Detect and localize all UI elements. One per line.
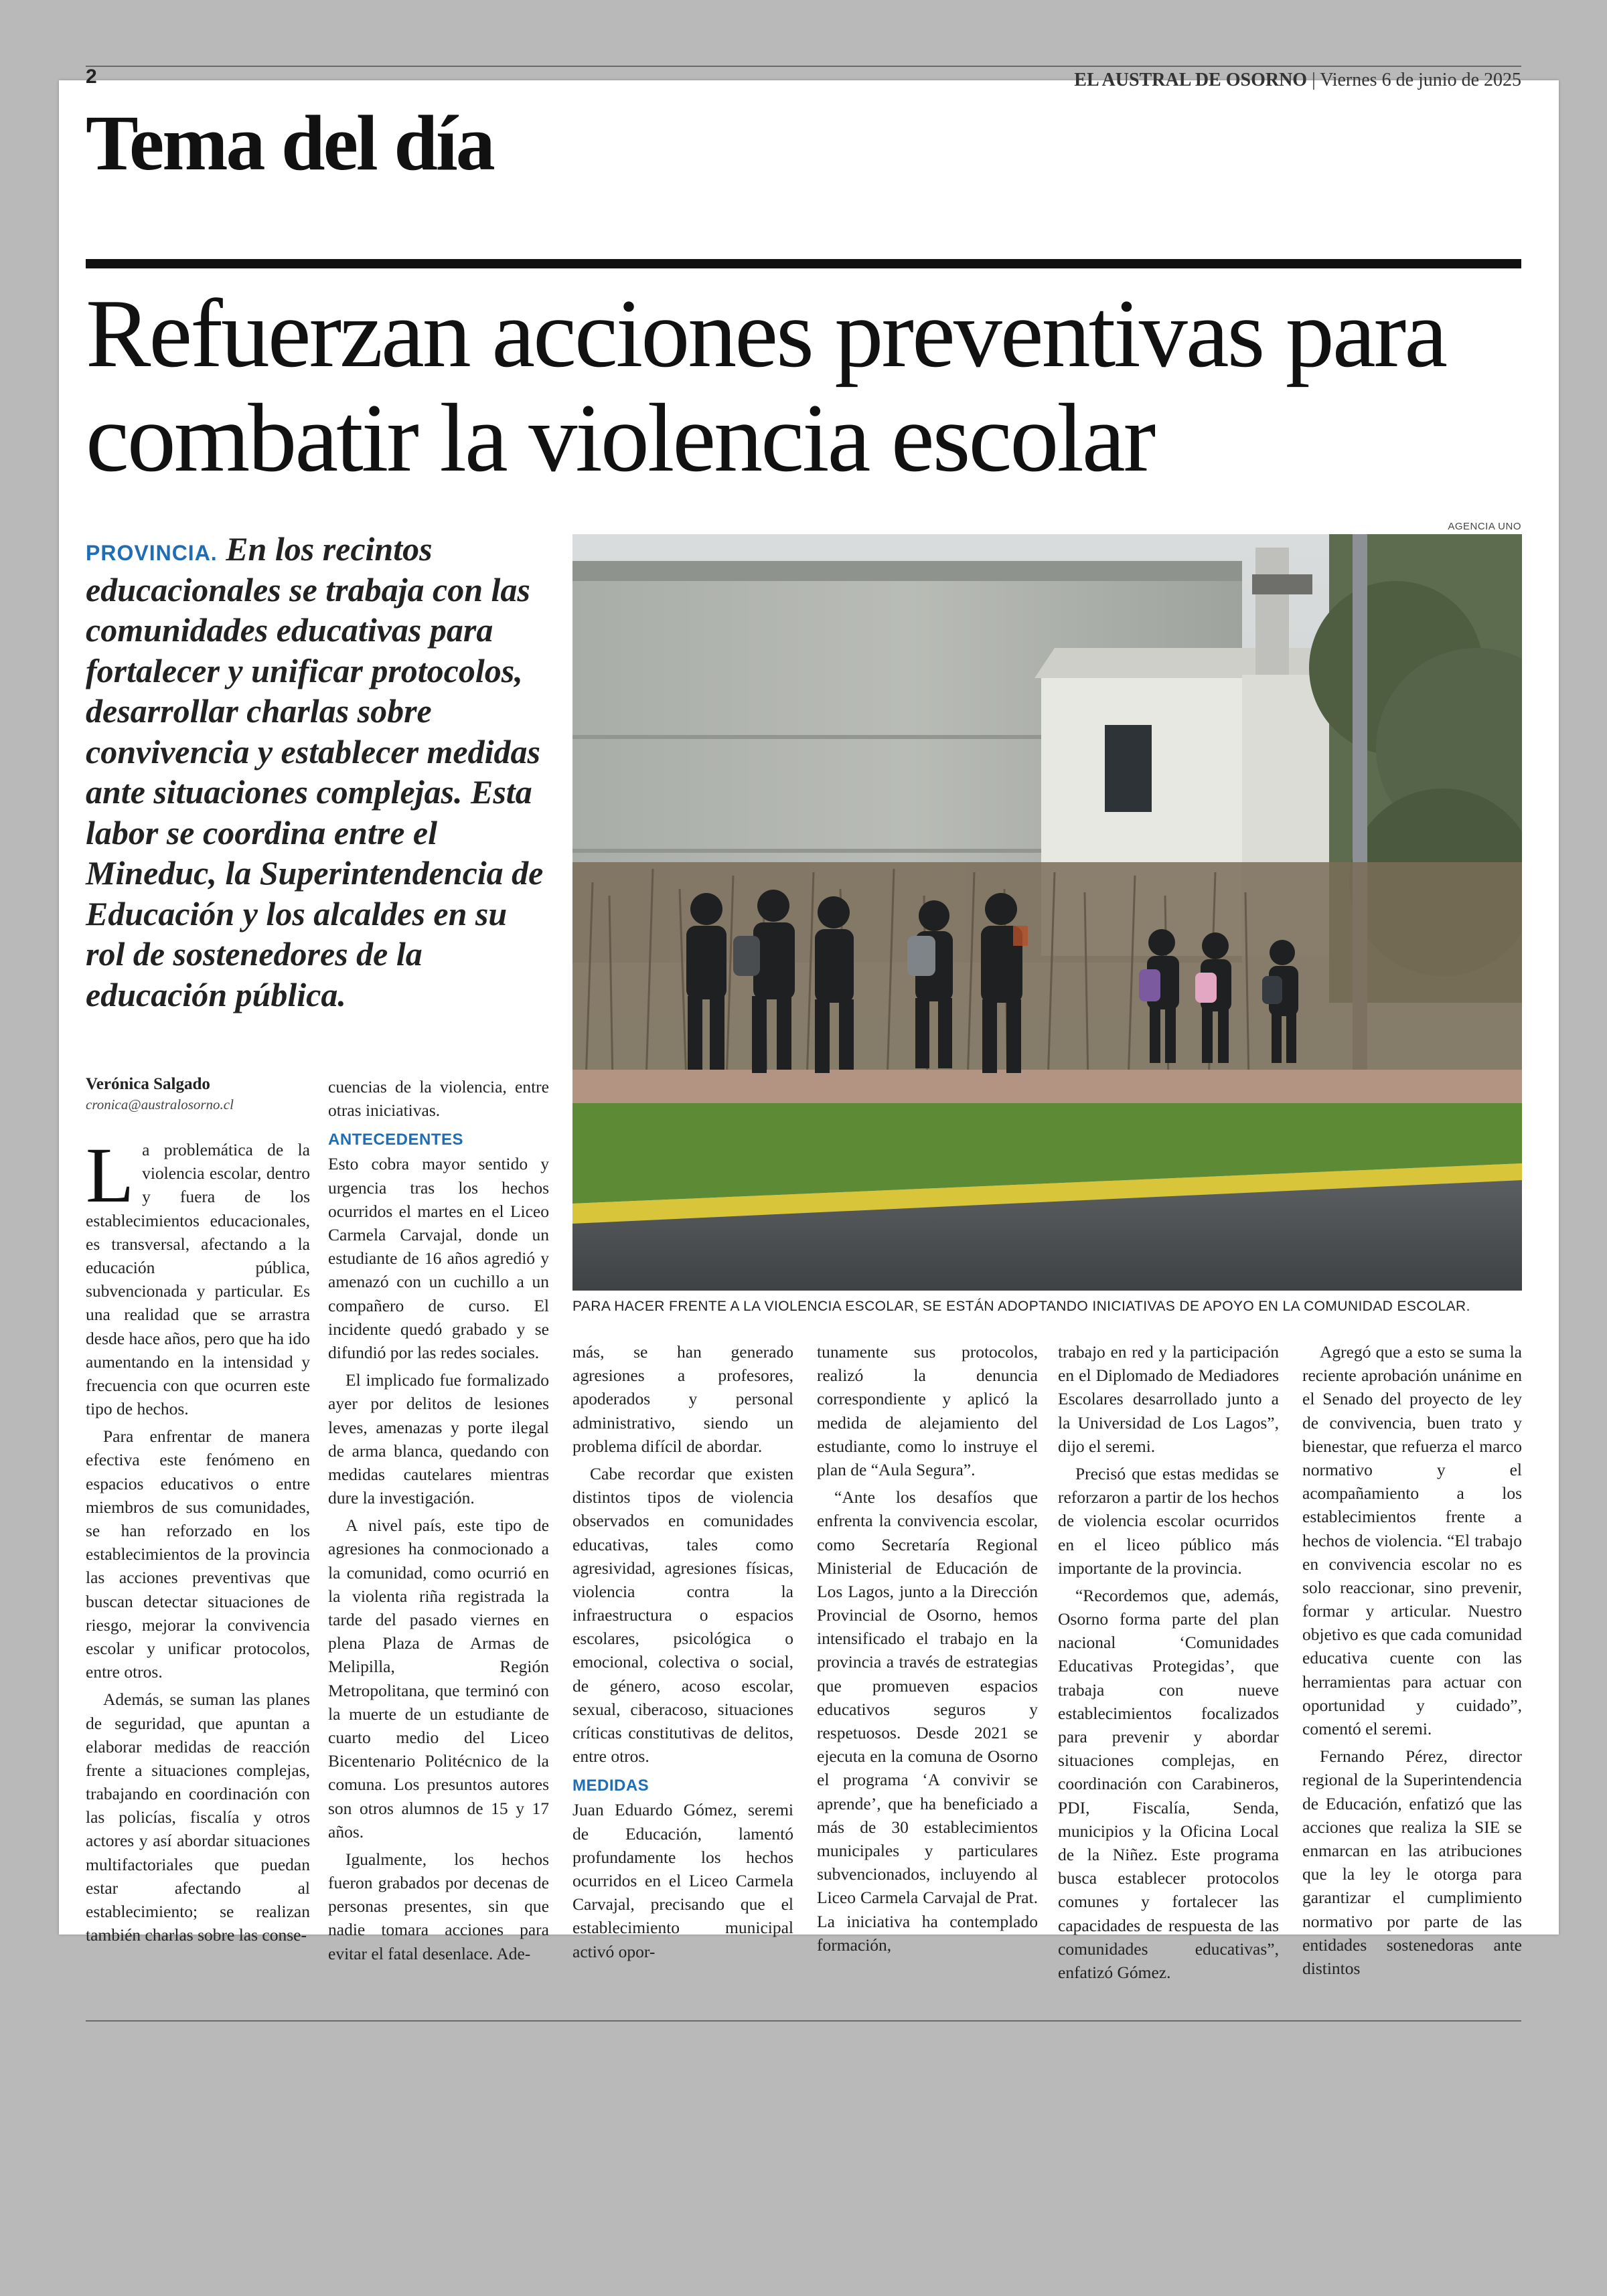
article-column-5 [1058,1340,1279,1988]
article-column-2 [328,1075,549,1969]
photo-credit: AGENCIA UNO [1448,521,1521,532]
top-rule [86,66,1521,67]
paragraph: Precisó que estas medidas se reforzaron a partir de los hechos de violencia escolar ocurridos en el liceo público más importante de la provincia. [1058,1463,1279,1578]
author-email: cronica@australosorno.cl [86,1096,234,1113]
paragraph: Cabe recordar que existen distintos tipos de violencia observados en comunidades educativas, tales como agresividad, agresiones físicas, violencia contra la infraestructura o espacios escolares, psicológica o emocional, colectiva o social, de género, acoso escolar, sexual, ciberacoso, situaciones críticas constitutivas de delitos, entre otros. [572,1463,793,1767]
paragraph: tunamente sus protocolos, realizó la denuncia correspondiente y aplicó la medida de alejamiento del estudiante, como lo instruye el plan de “Aula Segura”. [817,1342,1038,1479]
paragraph: “Ante los desafíos que enfrenta la convivencia escolar, como Secretaría Regional Ministerial de Educación de Los Lagos, junto a la Dirección Provincial de Osorno, hemos intensificado el trabajo en la provincia a través de estrategias que promueven espacios educativos seguros y respetuosos. Desde 2021 se ejecuta en la comuna de Osorno el programa ‘A convivir se aprende’, que ha beneficiado a más de 30 establecimientos municipales y particulares subvencionados, incluyendo al Liceo Carmela Carvajal de Prat. La iniciativa ha contemplado formación, [817,1487,1038,1955]
page-number: 2 [86,66,97,88]
paragraph: Fernando Pérez, director regional de la Superintendencia de Educación, enfatizó que las acciones que realiza la SIE se enmarcan en las atribuciones que la ley le otorga para garantizar el cumplimiento normativo por parte de las entidades sostenedoras ante distintos [1302,1746,1522,1978]
paragraph: Para enfrentar de manera efectiva este fenómeno en espacios educativos o entre miembros de sus comunidades, se han reforzado en los establecimientos de la provincia las acciones preventivas que buscan detectar situaciones de riesgo, mejorar la convivencia escolar y unificar protocolos, entre otros. [86,1426,310,1682]
article-column-3 [572,1340,793,1967]
masthead-separator: | [1312,70,1320,90]
paragraph: “Recordemos que, además, Osorno forma parte del plan nacional ‘Comunidades Educativas Protegidas’, que trabaja con nueve establecimientos focalizados para prevenir y abordar situaciones complejas, en coordinación con Carabineros, PDI, Fiscalía, Senda, municipios y la Oficina Local de la Niñez. Este programa busca establecer protocolos comunes y fortalecer las capacidades de respuesta de las comunidades educativas”, enfatizó Gómez. [1058,1585,1279,1982]
section-title: Tema del día [86,99,493,187]
article-photo [572,534,1522,1291]
bottom-rule [86,2020,1521,2022]
photo-caption: PARA HACER FRENTE A LA VIOLENCIA ESCOLAR, SE ESTÁN ADOPTANDO INICIATIVAS DE APOYO EN LA COMUNIDAD ESCOLAR. [572,1299,1470,1314]
article-lead [86,529,554,1015]
author-name: Verónica Salgado [86,1075,210,1093]
paragraph: Igualmente, los hechos fueron grabados por decenas de personas presentes, sin que nadie tomara acciones para evitar el fatal desenlace. Ade- [328,1849,549,1963]
paragraph: más, se han generado agresiones a profesores, apoderados y personal administrativo, siendo un problema difícil de abordar. [572,1342,793,1456]
paragraph: Además, se suman las planes de seguridad, que apuntan a elaborar medidas de reacción frente a situaciones complejas, trabajando en coordinación con las policías, fiscalía y otros actores y así abordar situaciones multifactoriales que puedan estar afectando al establecimiento; se realizan también charlas sobre las conse- [86,1690,310,1945]
paragraph: trabajo en red y la participación en el Diplomado de Mediadores Escolares desarrollado junto a la Universidad de Los Lagos”, dijo el seremi. [1058,1342,1279,1456]
masthead [1074,70,1521,91]
paragraph: cuencias de la violencia, entre otras iniciativas. [328,1077,549,1121]
byline [86,1075,310,1113]
paragraph: Agregó que a esto se suma la reciente aprobación unánime en el Senado del proyecto de ley de convivencia, buen trato y bienestar, que refuerza el marco normativo y el acompañamiento a los establecimientos frente a hechos de violencia. “El trabajo en convivencia escolar no es solo reaccionar, sino prevenir, formar y articular. Nuestro objetivo es que cada comunidad educativa cuente con las herramientas para actuar con oportunidad y cuidado”, comentó el seremi. [1302,1342,1522,1738]
lead-text: En los recintos educacionales se trabaja con las comunidades educativas para fortalecer y unificar protocolos, desarrollar charlas sobre convivencia y establecer medidas ante situaciones complejas. Esta labor se coordina entre el Mineduc, la Superintendencia de Educación y los alcaldes en su rol de sostenedores de la educación pública. [86,530,544,1013]
paragraph [86,1131,310,1420]
article-column-1 [86,1131,310,1951]
subheading-antecedentes: ANTECEDENTES [328,1131,464,1149]
photo-students-walking [572,534,1522,1291]
paragraph-text: a problemática de la violencia escolar, dentro y fuera de los establecimientos educacionales, es transversal, afectando a la educación pública, subvencionada y particular. Es una realidad que se arrastra desde hace años, pero que ha ido aumentando en la intensidad y frecuencia con que ocurren este tipo de hechos. [86,1140,310,1419]
publication-date: Viernes 6 de junio de 2025 [1320,70,1521,90]
publication-name: EL AUSTRAL DE OSORNO [1074,70,1308,90]
article-headline: Refuerzan acciones preventivas para combatir la violencia escolar [86,279,1446,493]
article-column-4 [817,1340,1038,1961]
section-rule [86,259,1521,268]
paragraph: Esto cobra mayor sentido y urgencia tras los hechos ocurridos el martes en el Liceo Carmela Carvajal, donde un estudiante de 16 años agredió y amenazó con un cuchillo a un compañero de curso. El incidente quedó grabado y se difundió por las redes sociales. [328,1154,549,1362]
paragraph: A nivel país, este tipo de agresiones ha conmocionado a la comunidad, como ocurrió en la violenta riña registrada la tarde del pasado viernes en plena Plaza de Armas de Melipilla, Región Metropolitana, que terminó con la muerte de un estudiante de cuarto medio del Liceo Bicentenario Politécnico de la comuna. Los presuntos autores son otros alumnos de 15 y 17 años. [328,1515,549,1841]
article-column-6 [1302,1340,1522,1984]
lead-kicker: PROVINCIA. [86,541,218,565]
subheading-medidas: MEDIDAS [572,1777,649,1795]
paragraph: El implicado fue formalizado ayer por delitos de lesiones leves, amenazas y porte ilegal de arma blanca, quedando con medidas cautelares mientras dure la investigación. [328,1370,549,1508]
drop-cap: L [86,1131,135,1219]
paragraph: Juan Eduardo Gómez, seremi de Educación, lamentó profundamente los hechos ocurridos en el Liceo Carmela Carvajal, precisando que el establecimiento municipal activó opor- [572,1800,793,1961]
